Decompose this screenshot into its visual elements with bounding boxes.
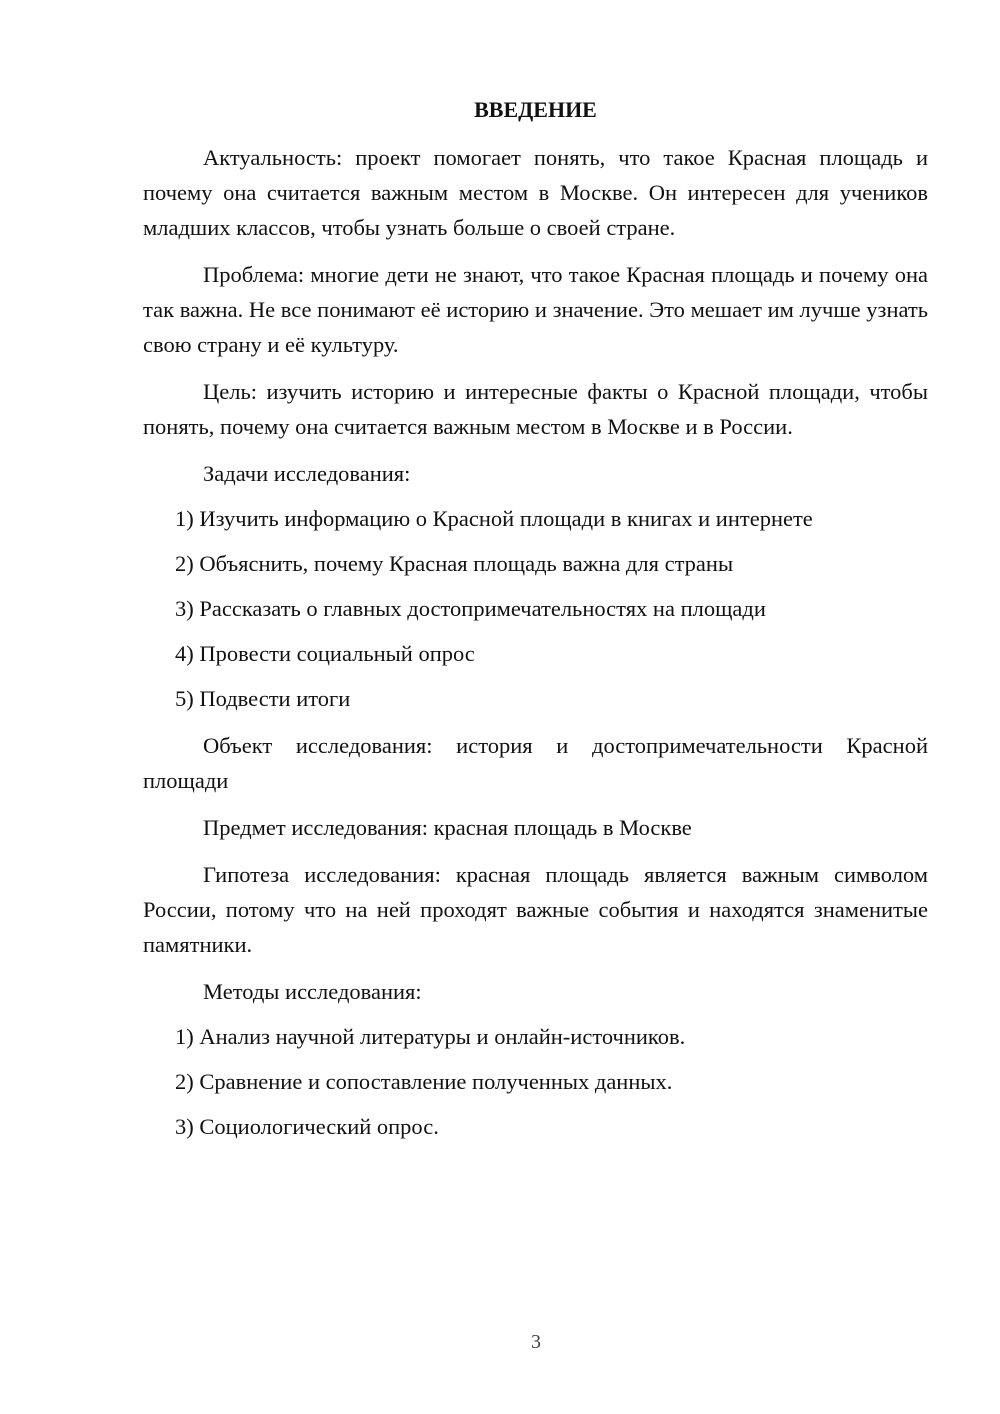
subject-paragraph: Предмет исследования: красная площадь в Москве — [203, 815, 692, 840]
page-number: 3 — [531, 1331, 541, 1353]
list-item: 2) Сравнение и сопоставление полученных данных. — [175, 1069, 673, 1094]
methods-heading: Методы исследования: — [203, 979, 422, 1004]
goal-paragraph: Цель: изучить историю и интересные факты о Красной площади, чтобы понять, почему она считается важным местом в Москве и в России. — [143, 379, 928, 439]
list-item: 3) Рассказать о главных достопримечательностях на площади — [175, 596, 766, 621]
relevance-paragraph: Актуальность: проект помогает понять, что такое Красная площадь и почему она считается важным местом в Москве. Он интересен для учеников младших классов, чтобы узнать больше о своей стране. — [143, 145, 928, 240]
list-item: 1) Анализ научной литературы и онлайн-источников. — [175, 1024, 686, 1049]
list-item: 4) Провести социальный опрос — [175, 641, 475, 666]
page-content — [143, 92, 928, 1144]
list-item: 2) Объяснить, почему Красная площадь важна для страны — [175, 551, 734, 576]
list-item: 5) Подвести итоги — [175, 686, 351, 711]
hypothesis-paragraph: Гипотеза исследования: красная площадь является важным символом России, потому что на ней проходят важные события и находятся знаменитые памятники. — [143, 862, 928, 957]
tasks-heading: Задачи исследования: — [203, 461, 411, 486]
object-paragraph: Объект исследования: история и достопримечательности Красной площади — [143, 733, 928, 793]
problem-paragraph: Проблема: многие дети не знают, что такое Красная площадь и почему она так важна. Не все понимают её историю и значение. Это мешает им лучше узнать свою страну и её культуру. — [143, 262, 928, 357]
list-item: 1) Изучить информацию о Красной площади в книгах и интернете — [175, 506, 813, 531]
methods-list — [143, 1019, 928, 1144]
page-title: ВВЕДЕНИЕ — [474, 97, 597, 122]
tasks-list — [143, 501, 928, 716]
list-item: 3) Социологический опрос. — [175, 1114, 439, 1139]
